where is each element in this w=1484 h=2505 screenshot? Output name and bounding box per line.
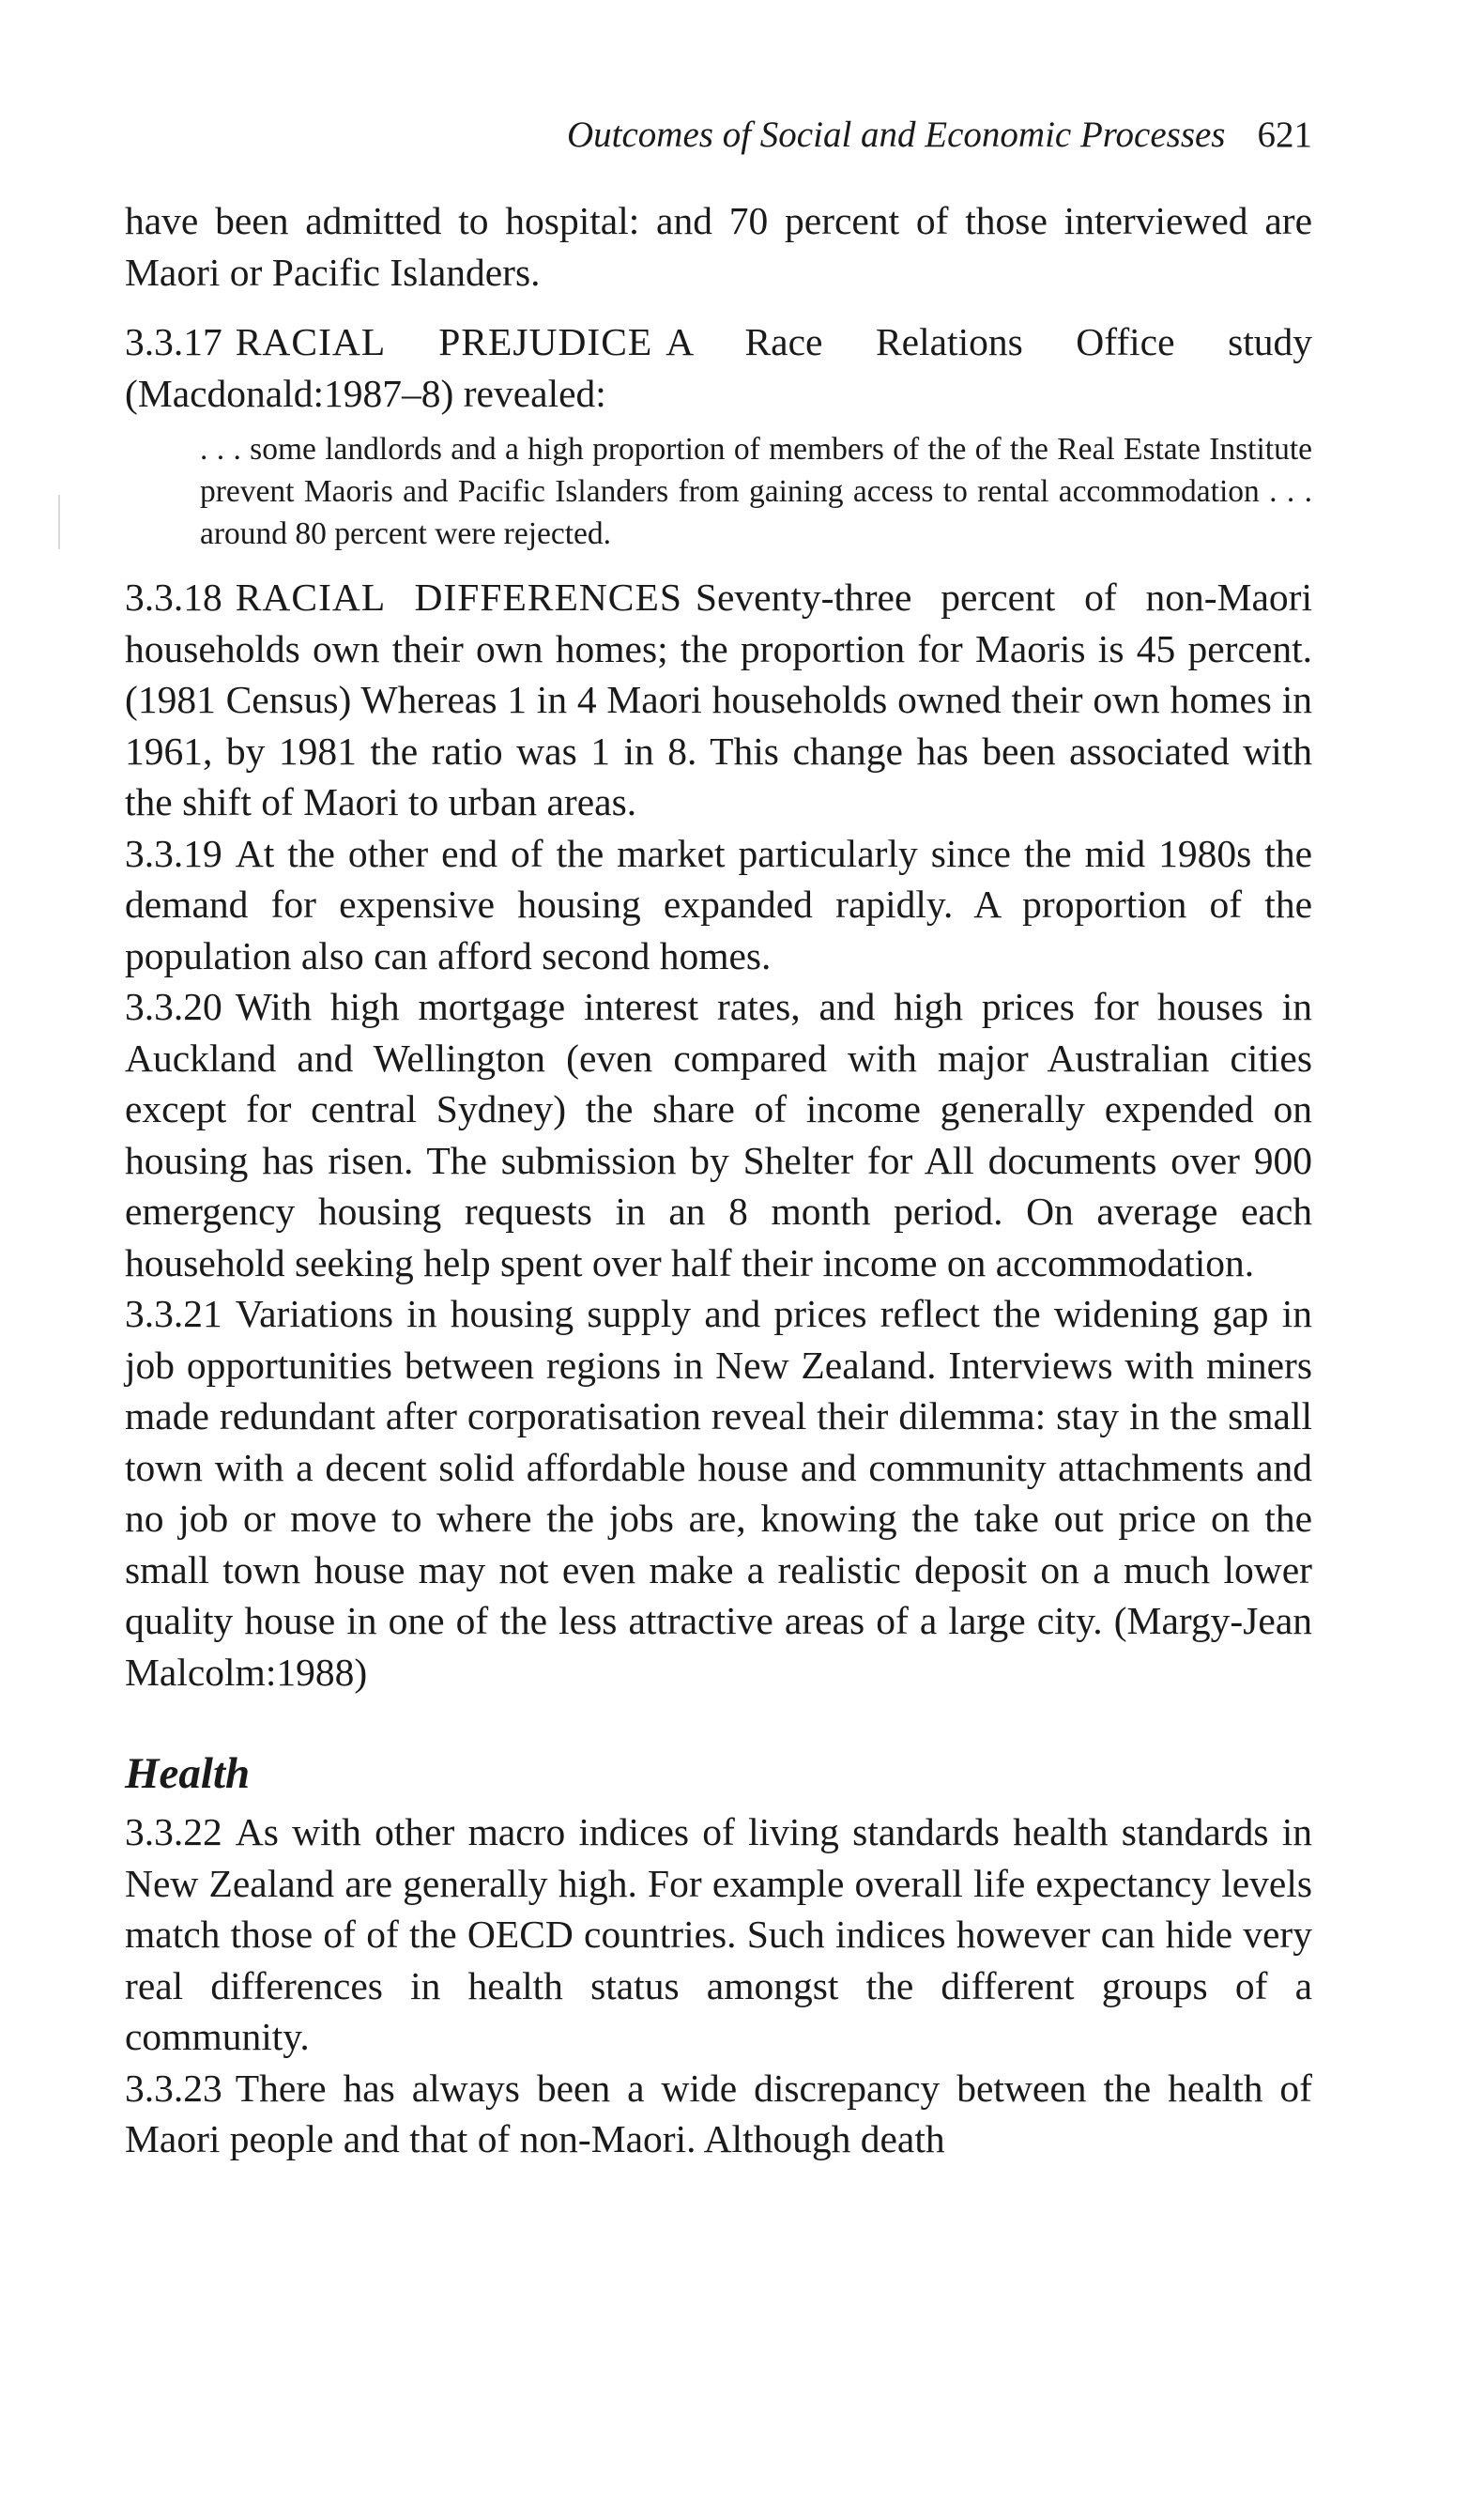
paragraph-intro: have been admitted to hospital: and 70 percent of those interviewed are Maori or Pacific Islanders. — [125, 199, 1312, 294]
paragraph-text: There has always been a wide discrepancy between the health of Maori people and that of non-Maori. Although death — [125, 2066, 1312, 2160]
paragraph-3-3-20 — [125, 981, 1312, 1288]
paragraph-text: At the other end of the market particularly since the mid 1980s the demand for expensive housing expanded rapidly. A proportion of the population also can afford second homes. — [125, 831, 1312, 977]
paragraph-number: 3.3.21 — [125, 1292, 222, 1335]
paragraph-number: 3.3.19 — [125, 831, 222, 875]
body-text — [125, 195, 1312, 2165]
running-title: Outcomes of Social and Economic Processes — [567, 115, 1226, 155]
paragraph-number: 3.3.20 — [125, 985, 222, 1028]
paragraph-number: 3.3.17 — [125, 320, 222, 363]
paragraph-3-3-21 — [125, 1288, 1312, 1698]
paragraph-text: A Race Relations Office study (Macdonald:1987–8) revealed: — [125, 320, 1312, 415]
paragraph-text: Seventy-three percent of non-Maori households own their own homes; the proportion for Maoris is 45 percent. (1981 Census) Whereas 1 in 4 Maori households owned their own homes in 1961, by 1981 the ratio was 1 in 8. This change has been associated with the shift of Maori to urban areas. — [125, 576, 1312, 823]
paragraph-text: With high mortgage interest rates, and high prices for houses in Auckland and Wellington (even compared with major Australian cities except for central Sydney) the share of income generally expended on housing has risen. The submission by Shelter for All documents over 900 emergency housing requests in an 8 month period. On average each household seeking help spent over half their income on accommodation. — [125, 985, 1312, 1284]
paragraph-3-3-22 — [125, 1806, 1312, 2063]
paragraph-3-3-17 — [125, 316, 1312, 419]
page-number: 621 — [1257, 115, 1312, 155]
paragraph-number: 3.3.18 — [125, 576, 222, 619]
paragraph-text: As with other macro indices of living standards health standards in New Zealand are generally high. For example overall life expectancy levels match those of of the OECD countries. Such indices however can hide very real differences in health status amongst the different groups of a community. — [125, 1810, 1312, 2058]
margin-mark — [58, 495, 60, 549]
paragraph-text: Variations in housing supply and prices reflect the widening gap in job opportunities between regions in New Zealand. Interviews with miners made redundant after corporatisation reveal their dilemma: stay in the small town with a decent solid affordable house and community attachments and no job or move to where the jobs are, knowing the take out price on the small town house may not even make a realistic deposit on a much lower quality house in one of the less attractive areas of a large city. (Margy-Jean Malcolm:1988) — [125, 1292, 1312, 1694]
paragraph-label: RACIAL DIFFERENCES — [235, 576, 682, 619]
section-heading-health: Health — [125, 1749, 251, 1798]
paragraph-number: 3.3.22 — [125, 1810, 222, 1853]
running-header — [125, 111, 1312, 160]
paragraph-3-3-18 — [125, 572, 1312, 828]
paragraph-3-3-19 — [125, 828, 1312, 982]
paragraph-number: 3.3.23 — [125, 2066, 222, 2110]
paragraph-3-3-23 — [125, 2063, 1312, 2165]
block-quote: . . . some landlords and a high proportion of members of the of the Real Estate Institute prevent Maoris and Pacific Islanders from gaining access to rental accommodation . . . around 80 percent were rejected. — [200, 432, 1312, 551]
paragraph-label: RACIAL PREJUDICE — [235, 320, 653, 363]
